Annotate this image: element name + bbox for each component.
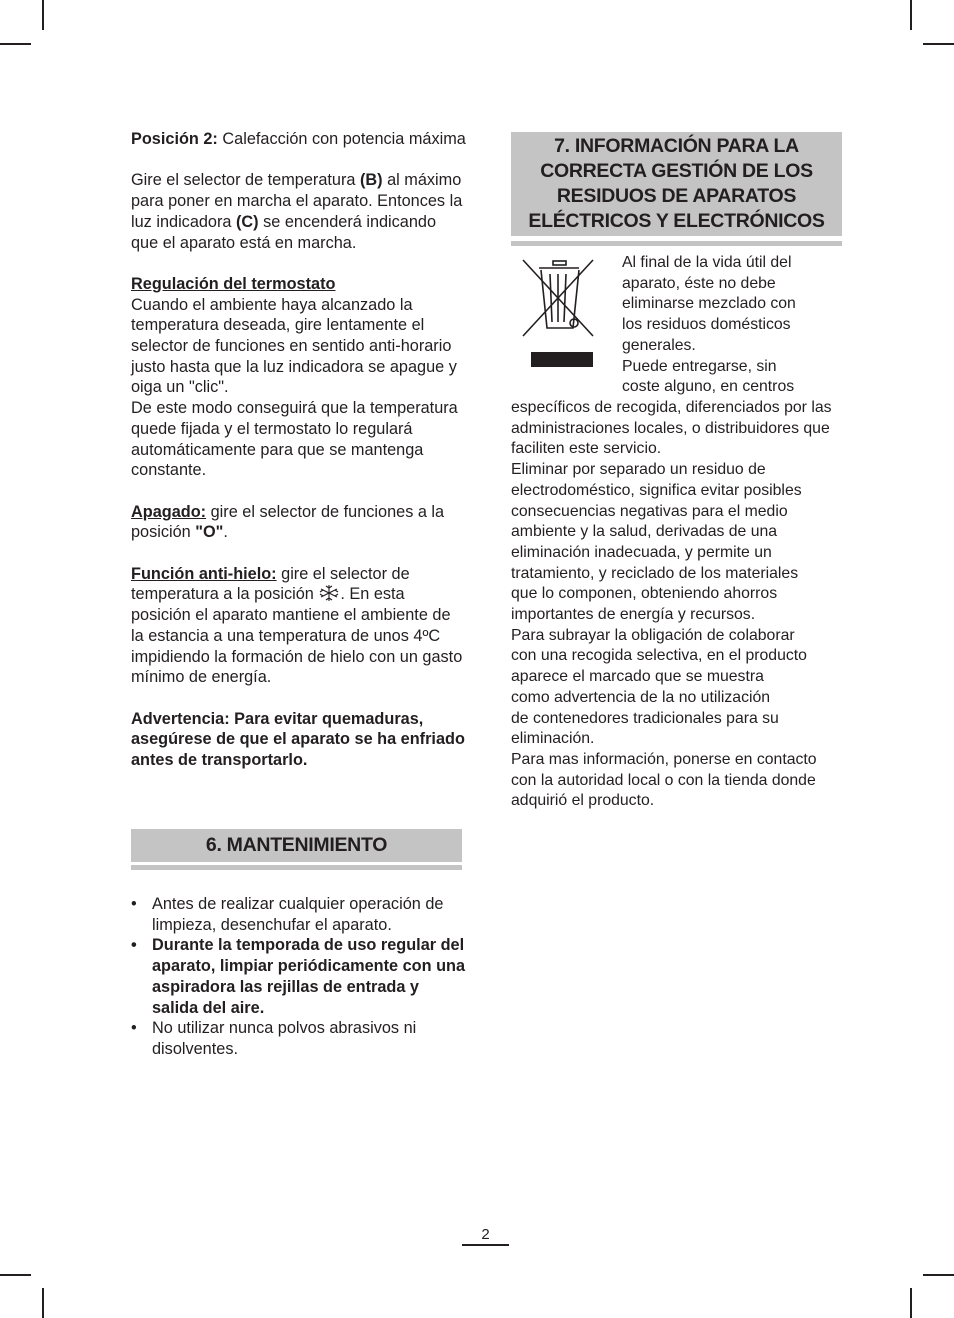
section-6-rule xyxy=(131,865,462,870)
text-line: Para mas información, ponerse en contacto xyxy=(511,750,817,768)
off-paragraph: Apagado: gire el selector de funciones a la posición "O". xyxy=(131,502,445,542)
text-line: de contenedores tradicionales para su xyxy=(511,709,779,727)
text-line: eliminación inadecuada, y permite un xyxy=(511,543,772,561)
section-7-title-line: CORRECTA GESTIÓN DE LOS xyxy=(540,160,813,182)
text-line: coste alguno, en centros xyxy=(622,378,795,396)
crop-mark xyxy=(42,0,44,30)
text-line: Al final de la vida útil del xyxy=(622,254,792,271)
list-item: • Durante la temporada de uso regular del aparato, limpiar periódicamente con una aspiradora las rejillas de entrada y salida del aire. xyxy=(131,935,466,1018)
list-item: • Antes de realizar cualquier operación de limpieza, desenchufar el aparato. xyxy=(131,894,466,935)
list-item: • No utilizar nunca polvos abrasivos ni disolventes. xyxy=(131,1018,466,1059)
page-number-rule xyxy=(462,1244,509,1246)
text-line: adquirió el producto. xyxy=(511,792,655,810)
text-line: los residuos domésticos xyxy=(622,316,791,334)
selector-paragraph: Gire el selector de temperatura (B) al máximo para poner en marcha el aparato. Entonces la luz indicadora (C) se encenderá indicando que el aparato está en marcha. xyxy=(131,171,463,252)
warning-paragraph: Advertencia: Para evitar quemaduras, asegúrese de que el aparato se ha enfriado antes de transportarlo. xyxy=(131,709,465,770)
text-line: electrodoméstico, significa evitar posibles xyxy=(511,481,802,499)
maintenance-list-container xyxy=(131,894,466,1060)
text-line: aparato, éste no debe xyxy=(622,274,776,292)
thermostat-text-2: De este modo conseguirá que la temperatura quede fijada y el termostato lo regulará automáticamente para que se mantenga constante. xyxy=(131,399,458,480)
text-line: consecuencias negativas para el medio xyxy=(511,502,788,520)
position-2-paragraph: Posición 2: Calefacción con potencia máxima xyxy=(131,130,466,148)
page-number: 2 xyxy=(481,1226,490,1243)
section-6-heading: 6. MANTENIMIENTO xyxy=(131,829,462,862)
crop-mark xyxy=(0,43,31,45)
section-7-title-line: ELÉCTRICOS Y ELECTRÓNICOS xyxy=(528,210,825,232)
section-7-intro xyxy=(622,253,842,398)
section-7-rule xyxy=(511,241,842,246)
text-line: con una recogida selectiva, en el producto xyxy=(511,647,807,665)
crop-mark xyxy=(910,1288,912,1318)
crop-mark xyxy=(923,1274,954,1276)
text-line: eliminación. xyxy=(511,730,595,748)
text-line: como advertencia de la no utilización xyxy=(511,688,771,706)
text-line: generales. xyxy=(622,336,696,354)
section-7-body xyxy=(511,398,846,812)
text-line: Eliminar por separado un residuo de xyxy=(511,461,766,479)
snowflake-icon xyxy=(318,584,340,602)
crop-mark xyxy=(923,43,954,45)
text-line: administraciones locales, o distribuidores que xyxy=(511,419,830,437)
crop-mark xyxy=(910,0,912,30)
text-line: con la autoridad local o con la tienda donde xyxy=(511,771,816,789)
crop-mark xyxy=(42,1288,44,1318)
text-line: Para subrayar la obligación de colaborar xyxy=(511,626,795,644)
crop-mark xyxy=(0,1274,31,1276)
text-line: que lo componen, obteniendo ahorros xyxy=(511,585,778,603)
text-line: aparece el marcado que se muestra xyxy=(511,668,764,686)
crossed-out-wheelie-bin-icon xyxy=(517,256,599,370)
text-line: Puede entregarse, sin xyxy=(622,357,777,375)
text-line: faciliten este servicio. xyxy=(511,440,662,458)
maintenance-list xyxy=(131,894,466,1060)
section-7-title-line: 7. INFORMACIÓN PARA LA xyxy=(554,135,799,157)
text-line: eliminarse mezclado con xyxy=(622,295,796,313)
text-line: importantes de energía y recursos. xyxy=(511,606,756,624)
thermostat-heading: Regulación del termostato xyxy=(131,274,336,293)
text-line: tratamiento, y reciclado de los materiales xyxy=(511,564,799,582)
section-7-title-line: RESIDUOS DE APARATOS xyxy=(556,185,797,207)
section-7-heading xyxy=(511,132,842,236)
thermostat-text: Cuando el ambiente haya alcanzado la temperatura deseada, gire lentamente el selector de funciones en sentido anti-horario justo hasta que la luz indicadora se apague y oiga un "clic". xyxy=(131,295,457,397)
left-column xyxy=(131,129,466,771)
text-line: ambiente y la salud, derivadas de una xyxy=(511,523,778,541)
frost-paragraph: Función anti-hielo: gire el selector de temperatura a la posición . En esta posición el aparato mantiene el ambiente de la estancia a una temperatura de unos 4ºC impidiendo la formación de hielo con un gasto mínimo de energía. xyxy=(131,564,463,687)
text-line: específicos de recogida, diferenciados por las xyxy=(511,399,832,416)
